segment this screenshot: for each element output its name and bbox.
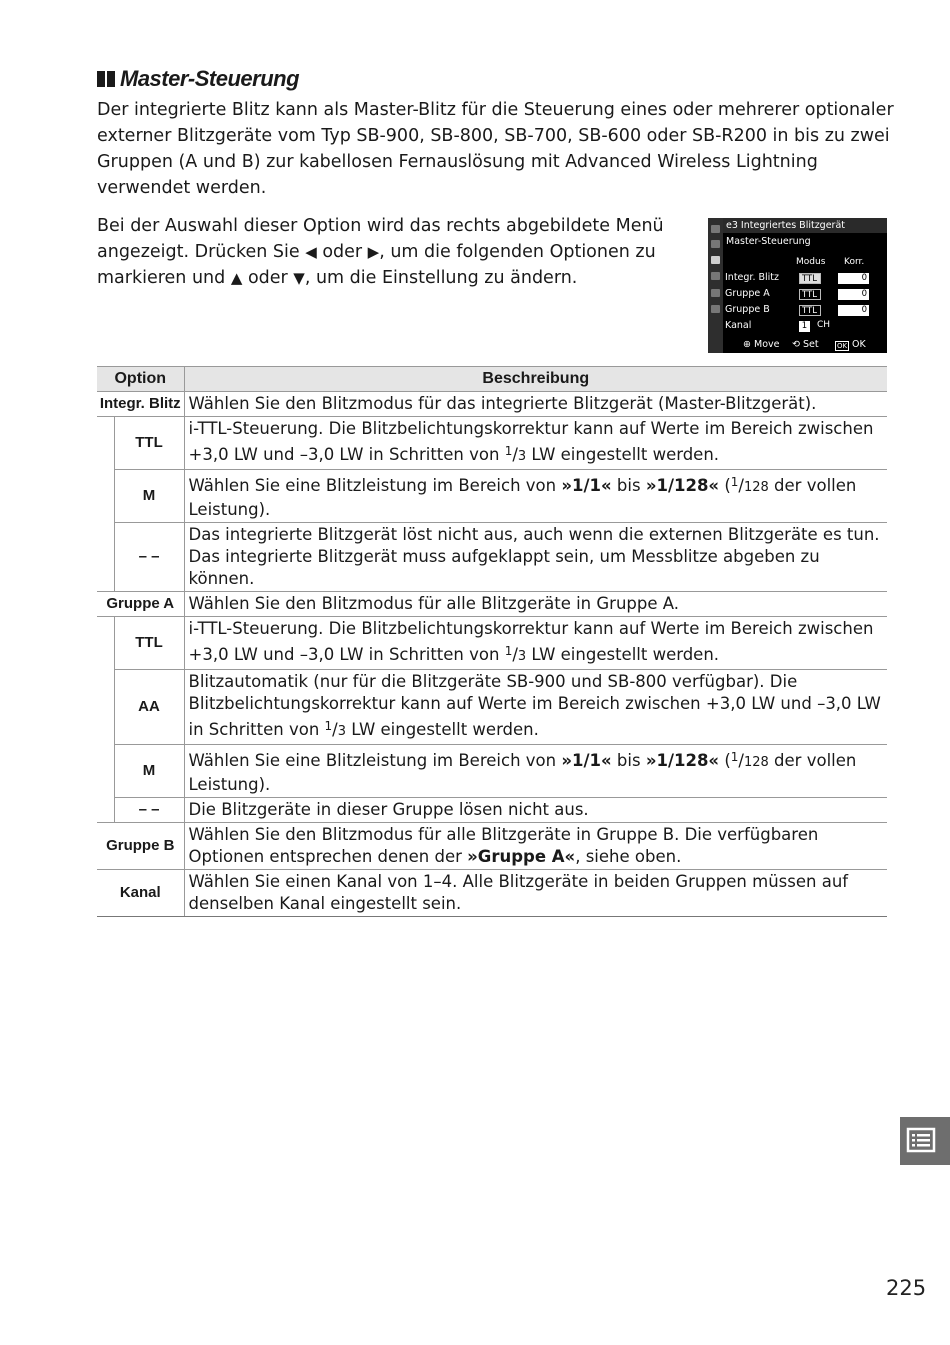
desc-text: bis xyxy=(611,751,646,770)
desc-text: LW eingestellt werden. xyxy=(526,445,720,464)
korr-column-header: Korr. xyxy=(844,257,865,267)
desc-bold: »1/128« xyxy=(645,476,720,495)
custom-settings-icon xyxy=(711,256,720,264)
table-row xyxy=(97,745,887,798)
desc-text: der vollen Leistung). xyxy=(188,476,857,519)
table-row xyxy=(97,523,887,592)
table-row xyxy=(97,417,887,470)
desc-text: Wählen Sie eine Blitzleistung im Bereich von xyxy=(188,476,562,495)
option-description: Die Blitzgeräte in dieser Gruppe lösen nicht aus. xyxy=(184,798,887,823)
table-row xyxy=(97,617,887,670)
desc-text: i-TTL-Steuerung. Die Blitzbelichtungskorrektur kann auf Werte im Bereich zwischen +3,0 LW und –3,0 LW in Schritten von xyxy=(188,419,874,464)
option-description: Das integrierte Blitzgerät löst nicht aus, auch wenn die externen Blitzgeräte es tun. Das integrierte Blitzgerät muss aufgeklappt sein, um Messblitze abgeben zu können. xyxy=(184,523,887,592)
menu-list-icon xyxy=(900,1117,950,1165)
table-row xyxy=(97,592,887,617)
option-gruppe-b: Gruppe B xyxy=(97,823,184,870)
footer-move: Move xyxy=(754,339,780,350)
fraction-denominator: 128 xyxy=(743,480,769,495)
section-title: Master-Steuerung xyxy=(120,66,300,91)
camera-menu-title xyxy=(723,218,887,233)
multi-selector-icon: ⊕ xyxy=(743,339,751,350)
table-row xyxy=(97,823,887,870)
cam-channel-unit: CH xyxy=(817,320,831,330)
column-header-option: Option xyxy=(97,367,184,392)
fraction-denominator: 3 xyxy=(517,649,527,664)
option-description xyxy=(184,823,887,870)
right-arrow-icon: ▶ xyxy=(367,243,380,261)
desc-text: der vollen Leistung). xyxy=(188,751,857,794)
camera-menu-footer xyxy=(723,337,887,353)
table-row xyxy=(97,392,887,417)
footer-set: Set xyxy=(803,339,819,350)
recent-settings-icon xyxy=(711,305,720,313)
option-ttl: TTL xyxy=(114,417,184,470)
desc-text: , siehe oben. xyxy=(575,847,682,866)
cam-row-integr-blitz: Integr. Blitz xyxy=(725,272,780,283)
fraction-numerator: 1 xyxy=(324,719,333,733)
camera-menu-screen xyxy=(708,218,887,353)
table-row xyxy=(97,870,887,917)
column-header-description: Beschreibung xyxy=(184,367,887,392)
desc-text: LW eingestellt werden. xyxy=(526,645,720,664)
retouch-menu-icon xyxy=(711,289,720,297)
instruction-text: , um die Einstellung zu ändern. xyxy=(304,268,578,288)
table-row xyxy=(97,470,887,523)
fraction-numerator: 1 xyxy=(504,644,513,658)
cam-row-kanal: Kanal xyxy=(725,320,752,331)
desc-bold: »1/128« xyxy=(645,751,720,770)
option-gruppe-a: Gruppe A xyxy=(97,592,184,617)
up-arrow-icon: ▲ xyxy=(230,269,243,287)
option-aa: AA xyxy=(114,670,184,745)
table-row xyxy=(97,798,887,823)
mode-column-header: Modus xyxy=(796,257,826,267)
option-description: Wählen Sie eine Blitzleistung im Bereich von »1/1« bis »1/128« ($^1$/128 der vollen Leistung). xyxy=(184,470,887,523)
option-description: Wählen Sie einen Kanal von 1–4. Alle Blitzgeräte in beiden Gruppen müssen auf denselben Kanal eingestellt sein. xyxy=(184,870,887,917)
option-ttl: TTL xyxy=(114,617,184,670)
footer-ok: OK xyxy=(852,339,866,350)
desc-text: Wählen Sie den Blitzmodus für alle Blitzgeräte in Gruppe B. Die verfügbaren Optionen entsprechen denen der xyxy=(188,825,819,866)
option-m: M xyxy=(114,470,184,523)
left-arrow-icon: ◀ xyxy=(305,243,317,261)
option-description: Blitzautomatik (nur für die Blitzgeräte SB-900 und SB-800 verfügbar). Die Blitzbelichtungskorrektur kann auf Werte im Bereich zwischen +3,0 LW und –3,0 LW in Schritten von $^1$/3 LW eingestellt werden. xyxy=(184,670,887,745)
cam-mode-integr-blitz[interactable]: TTL xyxy=(799,273,821,284)
desc-text: Blitzautomatik (nur für die Blitzgeräte SB-900 und SB-800 verfügbar). Die Blitzbelichtungskorrektur kann auf Werte im Bereich zwischen +3,0 LW und –3,0 LW in Schritten von xyxy=(188,672,881,739)
desc-text: Wählen Sie eine Blitzleistung im Bereich von xyxy=(188,751,562,770)
shooting-menu-icon xyxy=(711,240,720,248)
cam-korr-gruppe-a[interactable]: 0 xyxy=(838,289,869,300)
option-description: Wählen Sie eine Blitzleistung im Bereich von »1/1« bis »1/128« ($^1$/128 der vollen Leistung). xyxy=(184,745,887,798)
fraction-denominator: 128 xyxy=(743,755,769,770)
playback-menu-icon xyxy=(711,225,720,233)
table-header-row xyxy=(97,367,887,392)
desc-text: ( xyxy=(719,476,731,495)
cam-row-gruppe-a: Gruppe A xyxy=(725,288,770,299)
cam-row-gruppe-b: Gruppe B xyxy=(725,304,770,315)
fraction-denominator: 3 xyxy=(517,449,527,464)
camera-menu-sidebar xyxy=(708,218,723,353)
cam-korr-gruppe-b[interactable]: 0 xyxy=(838,305,869,316)
instruction-text: oder xyxy=(316,242,368,262)
cam-korr-integr-blitz[interactable]: 0 xyxy=(838,273,869,284)
option-description: i-TTL-Steuerung. Die Blitzbelichtungskorrektur kann auf Werte im Bereich zwischen +3,0 LW und –3,0 LW in Schritten von $^1$/3 LW eingestellt werden. xyxy=(184,417,887,470)
desc-text: bis xyxy=(611,476,646,495)
option-off: – – xyxy=(114,798,184,823)
option-description: i-TTL-Steuerung. Die Blitzbelichtungskorrektur kann auf Werte im Bereich zwischen +3,0 LW und –3,0 LW in Schritten von $^1$/3 LW eingestellt werden. xyxy=(184,617,887,670)
setup-menu-icon xyxy=(711,272,720,280)
option-m: M xyxy=(114,745,184,798)
desc-text: i-TTL-Steuerung. Die Blitzbelichtungskorrektur kann auf Werte im Bereich zwischen +3,0 LW und –3,0 LW in Schritten von xyxy=(188,619,874,664)
section-heading xyxy=(97,66,299,92)
option-off: – – xyxy=(114,523,184,592)
instruction-text: , um die folgenden Optionen zu markieren und xyxy=(97,242,656,288)
fraction-numerator: 1 xyxy=(730,475,739,489)
option-description: Wählen Sie den Blitzmodus für das integrierte Blitzgerät (Master-Blitzgerät). xyxy=(184,392,887,417)
desc-text: ( xyxy=(719,751,731,770)
section-tab xyxy=(900,1117,950,1165)
camera-menu-subtitle: Master-Steuerung xyxy=(726,236,811,247)
section-marker-icon xyxy=(97,70,117,88)
option-kanal: Kanal xyxy=(97,870,184,917)
table-row xyxy=(97,670,887,745)
menu-code: e3 xyxy=(726,220,738,231)
desc-text: LW eingestellt werden. xyxy=(346,720,539,739)
options-table xyxy=(97,366,887,917)
cam-channel-value[interactable]: 1 xyxy=(799,321,810,332)
cam-mode-gruppe-a[interactable]: TTL xyxy=(799,289,821,300)
menu-title: Integriertes Blitzgerät xyxy=(740,220,846,231)
instruction-text: Bei der Auswahl dieser Option wird das rechts abgebildete Menü angezeigt. Drücken Sie xyxy=(97,216,664,262)
desc-bold: »1/1« xyxy=(561,751,612,770)
cam-mode-gruppe-b[interactable]: TTL xyxy=(799,305,821,316)
option-integr-blitz: Integr. Blitz xyxy=(97,392,184,417)
desc-bold: »Gruppe A« xyxy=(467,847,576,866)
page-number: 225 xyxy=(886,1276,927,1300)
instruction-text: oder xyxy=(242,268,294,288)
instruction-paragraph xyxy=(97,213,697,291)
fraction-numerator: 1 xyxy=(504,444,513,458)
option-description: Wählen Sie den Blitzmodus für alle Blitzgeräte in Gruppe A. xyxy=(184,592,887,617)
sub-command-dial-icon: ⟲ xyxy=(792,339,800,350)
fraction-numerator: 1 xyxy=(730,750,739,764)
down-arrow-icon: ▼ xyxy=(293,269,305,287)
ok-button-icon: OK xyxy=(837,342,848,350)
desc-bold: »1/1« xyxy=(561,476,612,495)
fraction-denominator: 3 xyxy=(337,724,347,739)
intro-paragraph: Der integrierte Blitz kann als Master-Blitz für die Steuerung eines oder mehrerer optionaler externer Blitzgeräte vom Typ SB-900, SB-800, SB-700, SB-600 oder SB-R200 in bis zu zwei Gruppen (A und B) zur kabellosen Fernauslösung mit Advanced Wireless Lightning verwendet werden. xyxy=(97,100,894,198)
